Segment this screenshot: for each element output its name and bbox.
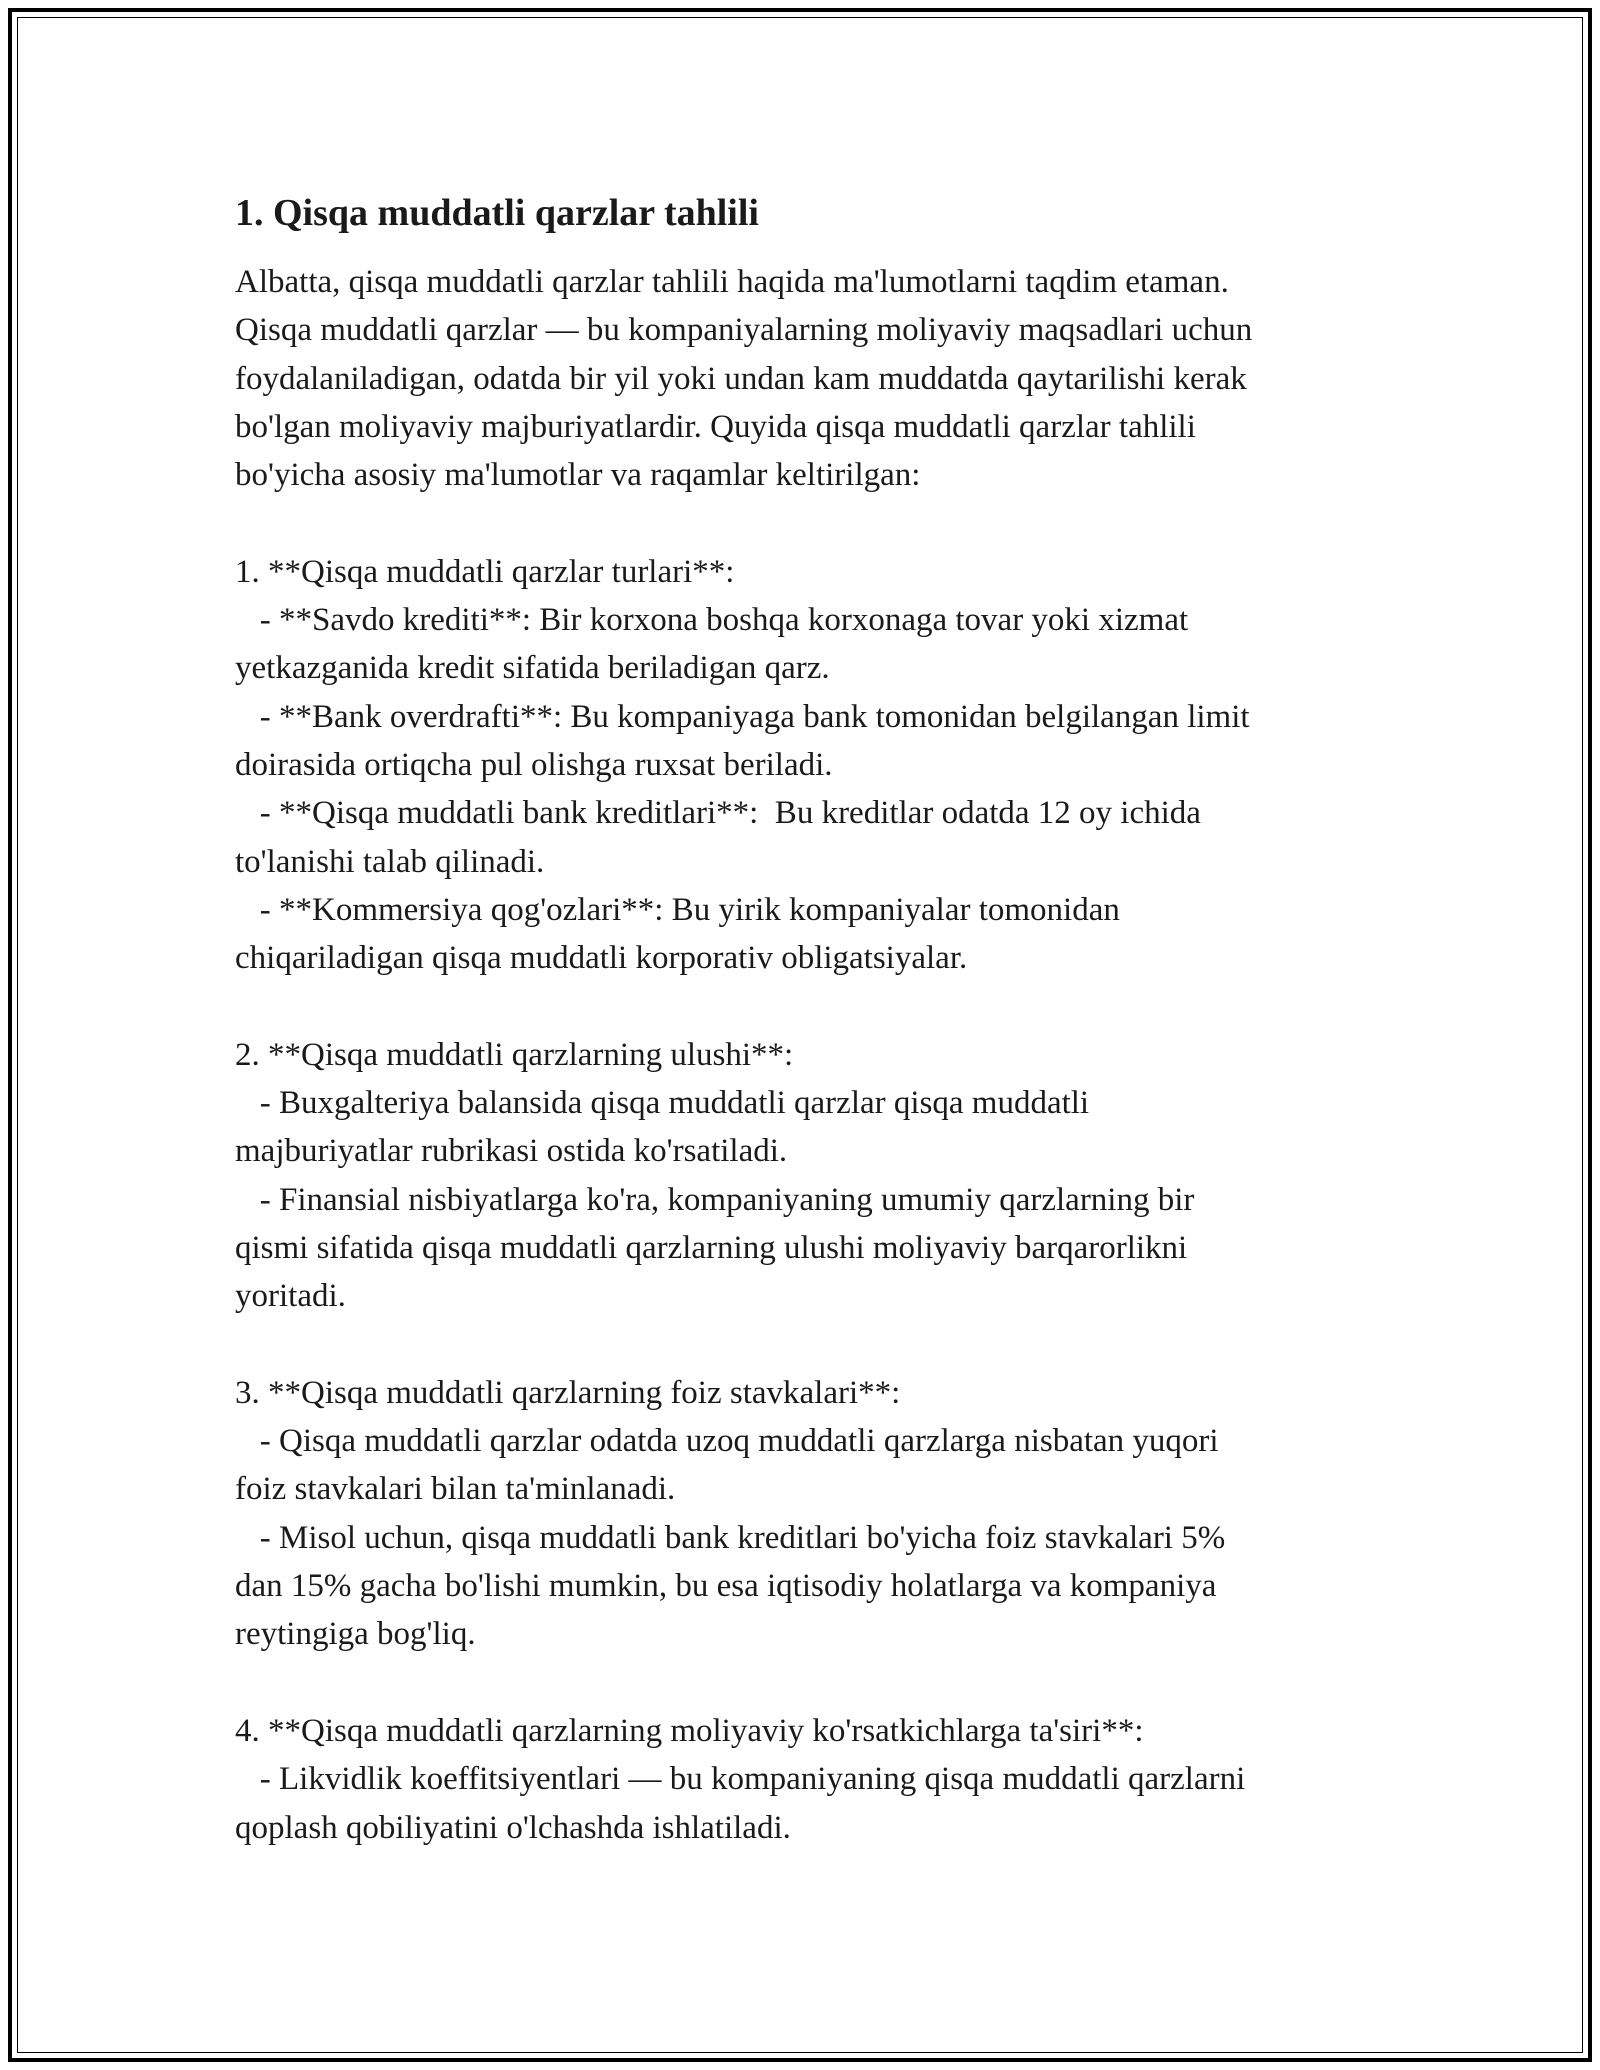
blank-line [235,499,1385,547]
section-heading: 1. **Qisqa muddatli qarzlar turlari**: [235,553,735,590]
list-item: - Likvidlik koeffitsiyentlari — bu kompaniyaning qisqa muddatli qarzlarni [235,1761,1246,1798]
document-text [235,258,1385,1852]
list-item-continuation: yoritadi. [235,1278,346,1315]
document-title: 1. Qisqa muddatli qarzlar tahlili [235,192,759,234]
section-heading: 2. **Qisqa muddatli qarzlarning ulushi**: [235,1036,794,1073]
list-item-continuation: qoplash qobiliyatini o'lchashda ishlatiladi. [235,1809,791,1846]
list-item-continuation: dan 15% gacha bo'lishi mumkin, bu esa iqtisodiy holatlarga va kompaniya [235,1568,1217,1605]
text-line: Qisqa muddatli qarzlar — bu kompaniyalarning moliyaviy maqsadlari uchun [235,312,1253,349]
section-heading: 4. **Qisqa muddatli qarzlarning moliyaviy ko'rsatkichlarga ta'siri**: [235,1712,1144,1749]
text-line: bo'lgan moliyaviy majburiyatlardir. Quyida qisqa muddatli qarzlar tahlili [235,408,1196,445]
text-line: bo'yicha asosiy ma'lumotlar va raqamlar keltirilgan: [235,457,921,494]
text-line: foydalaniladigan, odatda bir yil yoki undan kam muddatda qaytarilishi kerak [235,360,1247,397]
list-item-continuation: chiqariladigan qisqa muddatli korporativ obligatsiyalar. [235,940,968,977]
list-item-continuation: majburiyatlar rubrikasi ostida ko'rsatiladi. [235,1133,788,1170]
list-item-continuation: qismi sifatida qisqa muddatli qarzlarning ulushi moliyaviy barqarorlikni [235,1229,1188,1266]
list-item: - **Qisqa muddatli bank kreditlari**: Bu kreditlar odatda 12 oy ichida [235,795,1201,832]
list-item: - Buxgalteriya balansida qisqa muddatli qarzlar qisqa muddatli [235,1085,1090,1122]
list-item: - **Bank overdrafti**: Bu kompaniyaga bank tomonidan belgilangan limit [235,698,1250,735]
list-item-continuation: foiz stavkalari bilan ta'minlanadi. [235,1471,676,1508]
text-line: Albatta, qisqa muddatli qarzlar tahlili haqida ma'lumotlarni taqdim etaman. [235,264,1229,300]
list-item: - Misol uchun, qisqa muddatli bank kreditlari bo'yicha foiz stavkalari 5% [235,1519,1226,1556]
list-item: - Finansial nisbiyatlarga ko'ra, kompaniyaning umumiy qarzlarning bir [235,1181,1195,1218]
list-item: - Qisqa muddatli qarzlar odatda uzoq muddatli qarzlarga nisbatan yuqori [235,1423,1219,1460]
blank-line [235,1321,1385,1369]
list-item-continuation: doirasida ortiqcha pul olishga ruxsat beriladi. [235,746,833,783]
blank-line [235,982,1385,1030]
list-item: - **Kommersiya qog'ozlari**: Bu yirik kompaniyalar tomonidan [235,891,1120,928]
document-body [235,188,1385,1852]
list-item-continuation: reytingiga bog'liq. [235,1616,476,1653]
blank-line [235,1659,1385,1707]
list-item: - **Savdo krediti**: Bir korxona boshqa korxonaga tovar yoki xizmat [235,602,1189,639]
section-heading: 3. **Qisqa muddatli qarzlarning foiz stavkalari**: [235,1374,901,1411]
list-item-continuation: yetkazganida kredit sifatida beriladigan qarz. [235,650,830,687]
list-item-continuation: to'lanishi talab qilinadi. [235,843,545,880]
